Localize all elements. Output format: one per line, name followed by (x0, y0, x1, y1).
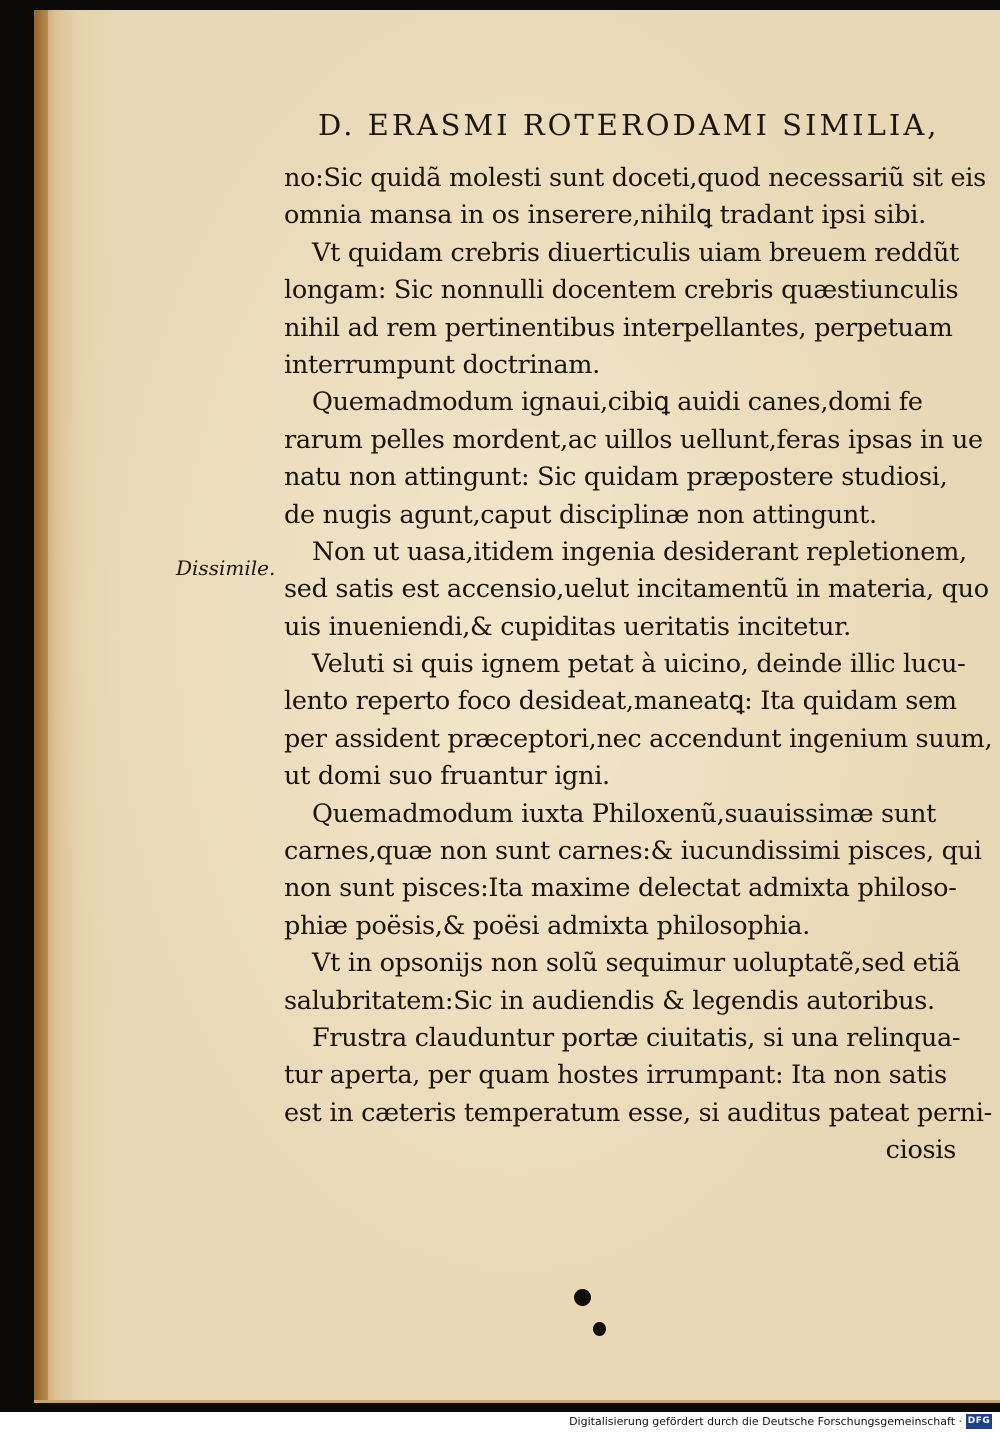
text-line: Vt quidam crebris diuerticulis uiam breuem reddũt (312, 237, 960, 268)
marginal-note: Dissimile. (176, 556, 276, 580)
text-line: interrumpunt doctrinam. (284, 349, 600, 380)
text-line: phiæ poësis,& poësi admixta philosophia. (284, 910, 810, 941)
text-line: Frustra clauduntur portæ ciuitatis, si una relinqua- (312, 1022, 961, 1053)
page-edge-shadow (34, 10, 48, 1400)
text-line: nihil ad rem pertinentibus interpellantes, perpetuam (284, 312, 953, 343)
catchword: ciosis (885, 1135, 956, 1166)
text-line: longam: Sic nonnulli docentem crebris quæstiunculis (284, 275, 959, 306)
text-line: no:Sic quidã molesti sunt doceti,quod necessariũ sit eis (284, 163, 986, 193)
text-line: non sunt pisces:Ita maxime delectat admixta philoso- (284, 873, 957, 904)
text-line: lento reperto foco desideat,maneatꝗ: Ita quidam sem (284, 686, 957, 717)
text-line: uis inueniendi,& cupiditas ueritatis incitetur. (284, 611, 851, 642)
dfg-logo: DFG (966, 1414, 992, 1429)
text-line: est in cæteris temperatum esse, si auditus pateat perni- (284, 1097, 992, 1128)
text-line: salubritatem:Sic in audiendis & legendis autoribus. (284, 985, 935, 1016)
text-line: natu non attingunt: Sic quidam præpostere studiosi, (284, 462, 948, 493)
digitization-credit: Digitalisierung gefördert durch die Deutsche Forschungsgemeinschaft · (569, 1415, 962, 1428)
text-line: Veluti si quis ignem petat à uicino, deinde illic lucu- (312, 649, 966, 680)
text-line: per assident præceptori,nec accendunt ingenium suum, (284, 723, 993, 754)
text-line: ut domi suo fruantur igni. (284, 761, 610, 792)
footer-bar (0, 1412, 1000, 1433)
ink-dot (574, 1289, 591, 1306)
ink-dot (593, 1322, 606, 1336)
text-line: rarum pelles mordent,ac uillos uellunt,feras ipsas in ue (284, 424, 983, 455)
text-line: sed satis est accensio,uelut incitamentũ in materia, quo (284, 574, 989, 605)
text-line: de nugis agunt,caput disciplinæ non attingunt. (284, 499, 877, 530)
text-line: Non ut uasa,itidem ingenia desiderant repletionem, (312, 536, 967, 567)
text-line: omnia mansa in os inserere,nihilꝗ tradant ipsi sibi. (284, 200, 926, 231)
running-head: D. ERASMI ROTERODAMI SIMILIA, (318, 108, 940, 142)
text-line: carnes,quæ non sunt carnes:& iucundissimi pisces, qui (284, 836, 982, 867)
text-line: tur aperta, per quam hostes irrumpant: Ita non satis (284, 1060, 947, 1091)
text-line: Quemadmodum iuxta Philoxenũ,suauissimæ sunt (312, 798, 937, 829)
text-line: Vt in opsonijs non solũ sequimur uoluptatẽ,sed etiã (312, 948, 961, 979)
text-line: Quemadmodum ignaui,cibiꝗ auidi canes,domi fe (312, 387, 923, 418)
text-block (284, 160, 993, 1170)
